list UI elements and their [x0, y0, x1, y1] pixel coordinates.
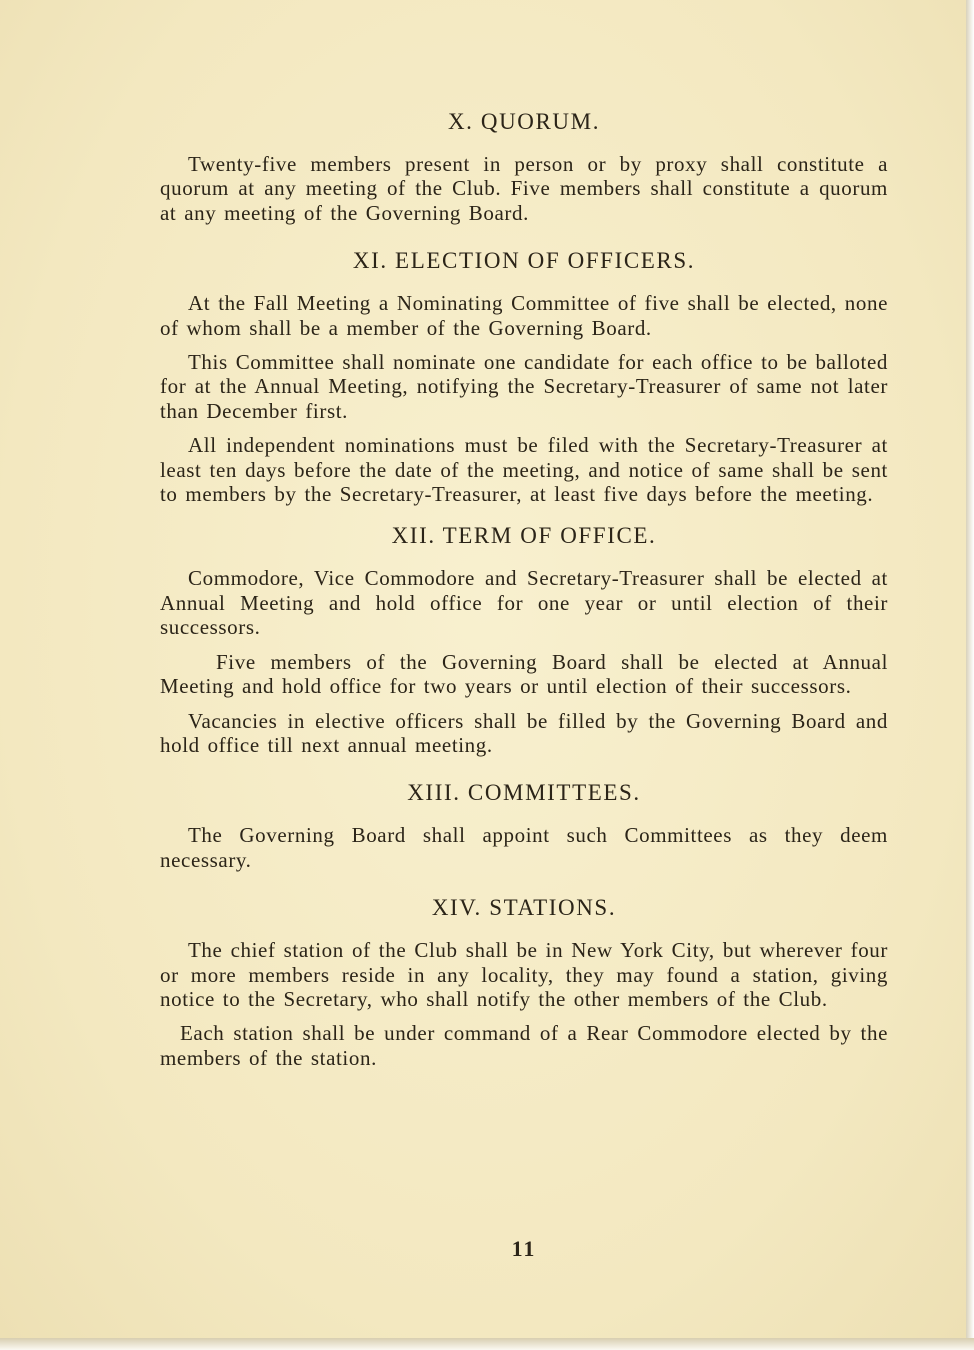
page-text — [160, 108, 888, 1070]
heading-quorum: X. QUORUM. — [447, 109, 601, 134]
paragraph-station-command: Each station shall be under command of a Rear Commodore elected by the members of the station. — [160, 1021, 888, 1070]
paragraph-nominating-committee: At the Fall Meeting a Nominating Committee of five shall be elected, none of whom shall be a member of the Governing Board. — [160, 291, 888, 340]
heading-election-of-officers: XI. ELECTION OF OFFICERS. — [352, 248, 696, 274]
paragraph-chief-station: The chief station of the Club shall be in New York City, but wherever four or more members reside in any locality, they may found a station, giving notice to the Secretary, who shall notify the other members of the Club. — [160, 938, 888, 1011]
paragraph-committees: The Governing Board shall appoint such Committees as they deem necessary. — [160, 823, 888, 872]
heading-committees: XIII. COMMITTEES. — [407, 780, 641, 806]
paragraph-committee-nominates: This Committee shall nominate one candidate for each office to be balloted for at the Annual Meeting, notifying the Secretary-Treasurer of same not later than December first. — [160, 350, 888, 423]
paragraph-vacancies: Vacancies in elective officers shall be filled by the Governing Board and hold office till next annual meeting. — [160, 708, 888, 757]
page-edge-bottom — [0, 1338, 974, 1350]
paragraph-board-terms: Five members of the Governing Board shall be elected at Annual Meeting and hold office for two years or until election of their successors. — [160, 649, 888, 699]
heading-stations: XIV. STATIONS. — [431, 895, 617, 921]
page-number: 11 — [511, 1236, 537, 1261]
paragraph-independent-nominations: All independent nominations must be filed with the Secretary-Treasurer at least ten days before the date of the meeting, and notice of same shall be sent to members by the Secretary-Treasurer, at least five days before the meeting. — [160, 433, 888, 507]
paragraph-quorum: Twenty-five members present in person or by proxy shall constitute a quorum at any meeting of the Club. Five members shall constitute a quorum at any meeting of the Governing Board. — [160, 152, 888, 225]
heading-term-of-office: XII. TERM OF OFFICE. — [391, 523, 657, 549]
page-edge-right — [966, 0, 974, 1350]
paragraph-officer-terms: Commodore, Vice Commodore and Secretary-Treasurer shall be elected at Annual Meeting and hold office for one year or until election of their successors. — [160, 566, 888, 640]
